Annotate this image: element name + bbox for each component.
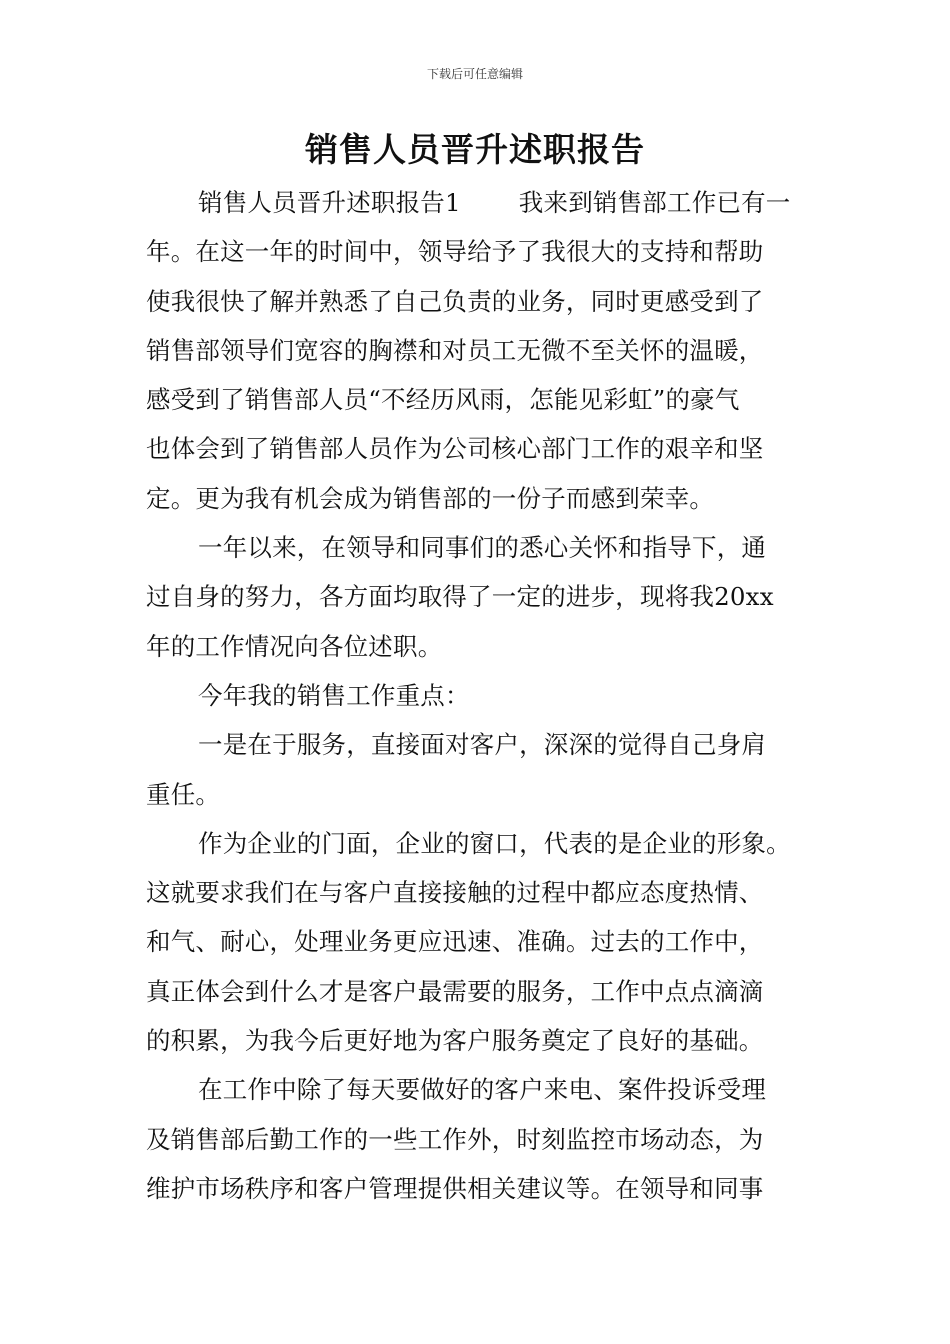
body-line: 过自身的努力，各方面均取得了一定的进步，现将我20xx (146, 582, 774, 612)
body-line: 作为企业的门面，企业的窗口，代表的是企业的形象。 (198, 828, 791, 858)
body-line: 重任。 (146, 779, 221, 809)
body-line: 一是在于服务，直接面对客户，深深的觉得自己身肩 (198, 730, 767, 760)
body-line: 真正体会到什么才是客户最需要的服务，工作中点点滴滴 (146, 976, 764, 1006)
body-line: 感受到了销售部人员“不经历风雨，怎能见彩虹”的豪气 (146, 385, 740, 415)
body-line: 也体会到了销售部人员作为公司核心部门工作的艰辛和坚 (146, 434, 764, 464)
body-line-text: 销售人员晋升述职报告1 (198, 188, 461, 217)
body-line: 及销售部后勤工作的一些工作外，时刻监控市场动态，为 (146, 1124, 764, 1154)
header-note: 下载后可任意编辑 (426, 67, 523, 81)
body-line: 维护市场秩序和客户管理提供相关建议等。在领导和同事 (146, 1173, 764, 1203)
body-line: 今年我的销售工作重点： (198, 680, 470, 710)
body-line: 和气、耐心，处理业务更应迅速、准确。过去的工作中， (146, 927, 764, 957)
body-line: 在工作中除了每天要做好的客户来电、案件投诉受理 (198, 1075, 767, 1105)
body-line: 年。在这一年的时间中，领导给予了我很大的支持和帮助 (146, 237, 764, 267)
body-line-text-continued: 我来到销售部工作已有一 (518, 188, 791, 217)
body-line: 一年以来，在领导和同事们的悉心关怀和指导下，通 (198, 533, 767, 563)
body-line: 年的工作情况向各位述职。 (146, 631, 443, 661)
body-line: 定。更为我有机会成为销售部的一份子而感到荣幸。 (146, 483, 715, 513)
document-body (146, 178, 810, 1213)
body-line: 使我很快了解并熟悉了自己负责的业务，同时更感受到了 (146, 286, 764, 316)
body-line: 这就要求我们在与客户直接接触的过程中都应态度热情、 (146, 878, 764, 908)
body-line (146, 178, 810, 227)
document-title: 销售人员晋升述职报告 (305, 130, 645, 169)
body-line: 的积累，为我今后更好地为客户服务奠定了良好的基础。 (146, 1026, 764, 1056)
body-line: 销售部领导们宽容的胸襟和对员工无微不至关怀的温暖， (146, 335, 764, 365)
